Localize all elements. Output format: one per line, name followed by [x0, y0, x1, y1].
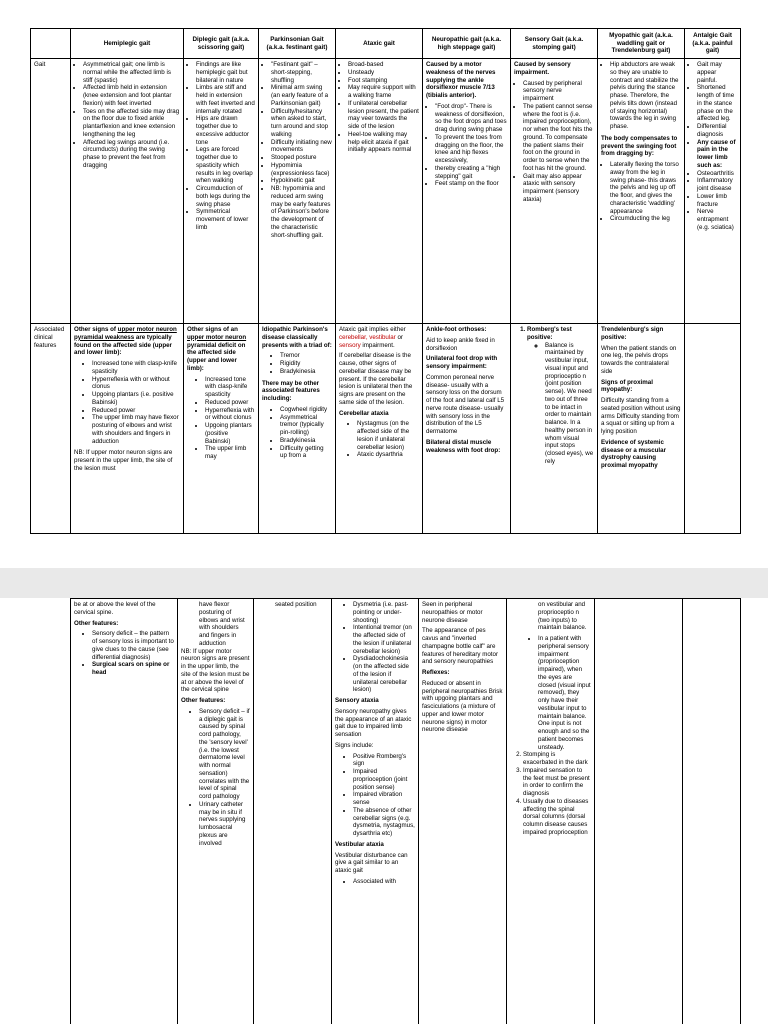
myo-assoc-heading-2: Signs of proximal myopathy:: [601, 378, 653, 394]
neuro-assoc-para-1: Aid to keep ankle fixed in dorsiflexion: [426, 336, 495, 352]
cell-dipl-assoc: [184, 324, 259, 534]
list-item: • Differential diagnosis: [697, 123, 737, 139]
list-item: • Urinary catheter may be in situ if nerves supplying lumbosacral plexus are involved: [199, 801, 250, 848]
list-item: • Broad-based: [348, 61, 419, 69]
list-item: • Asymmetrical tremor (typically pin-rolling): [280, 414, 332, 437]
list-item: • Hypokinetic gait: [271, 177, 332, 185]
dipl-cont-nb: NB: If upper motor neuron signs are present in the upper limb, the site of the lesion must be at or above the level of the cervical spine: [181, 647, 250, 694]
header-sensory: Sensory Gait (a.k.a. stomping gait): [511, 29, 598, 59]
list-item: • Upgoing plantars (positive Babinski): [205, 422, 255, 445]
list-item: • Reduced power: [92, 407, 180, 415]
list-item: 2. Stomping is exacerbated in the dark: [523, 751, 591, 767]
hemi-assoc-heading: Other signs of upper motor neuron pyramidal weakness are typically found on the affected side (upper and lower limb):: [74, 326, 177, 357]
list-item: • Difficulty getting up from a: [280, 445, 332, 461]
list-item: • Sensory deficit – if a diplegic gait is caused by spinal cord pathology, the 'sensory level' (i.e. the lowest dermatome level with normal sensation) correlates with the level of spinal cord pathology: [199, 708, 250, 801]
sens-title: Caused by sensory impairment.: [514, 61, 571, 76]
list-item: • Gait may also appear ataxic with sensory impairment (sensory ataxia): [523, 173, 594, 204]
hemi-cont-heading: Other features:: [74, 619, 119, 627]
cell-hemi-gait: [71, 59, 184, 324]
list-item: • NB: hypomimia and reduced arm swing may be early features of Parkinson's before the development of the characteristic short-shuffling gait.: [271, 185, 332, 239]
myo-assoc-heading-3: Evidence of systemic disease or a muscular dystrophy causing proximal myopathy: [601, 438, 667, 469]
gait-comparison-table-continued: [70, 598, 741, 1024]
park-cont-text: seated position: [275, 601, 317, 608]
header-antalgic: Antalgic Gait (a.k.a. painful gait): [685, 29, 741, 59]
assoc-row: [31, 324, 741, 534]
list-item: • Hip abductors are weak so they are unable to contract and stabilize the pelvis during the stance phase. Therefore, the pelvis tilts down (instead of staying horizontal) towards the leg in swing phase.: [610, 61, 681, 131]
header-row: [31, 29, 741, 59]
list-item: 3. Impaired sensation to the feet must be present in order to confirm the diagnosis: [523, 767, 591, 798]
atax-assoc-intro: Ataxic gait implies either cerebellar, vestibular or sensory impairment.: [339, 326, 406, 349]
cell-park-gait: [259, 59, 336, 324]
list-item: • Inflammatory joint disease: [697, 177, 737, 193]
neuro-cont-heading: Reflexes:: [422, 669, 450, 676]
list-item: • Impaired vibration sense: [353, 791, 415, 807]
neuro-assoc-para-2: Common peroneal nerve disease- usually with a sensory loss on the dorsum of the foot and lateral calf L5 nerve route disease- usually with sensory loss in the distribution of the L5 dermatome: [426, 373, 505, 435]
list-item: • Dysmetria (i.e. past-pointing or under-shooting): [353, 601, 415, 624]
list-item: • Circumduction of both legs during the swing phase: [196, 185, 255, 208]
list-item: • Symmetrical movement of lower limb: [196, 208, 255, 231]
list-item: • Upgoing plantars (i.e. positive Babinski): [92, 391, 180, 407]
list-item: • Circumducting the leg: [610, 215, 681, 223]
assoc-row-continued: [71, 599, 741, 1024]
list-item: • Dysdiadochokinesia (on the affected side of the lesion if unilateral cerebellar lesion): [353, 655, 415, 694]
cell-neuro-assoc-cont: [419, 599, 507, 1024]
park-assoc-heading: Idiopathic Parkinson's disease classically presents with a triad of:: [262, 326, 332, 349]
list-item: • Caused by peripheral sensory nerve impairment: [523, 80, 594, 103]
list-item: • Lower limb fracture: [697, 193, 737, 209]
atax-signs-label: Signs include:: [335, 741, 374, 749]
gait-row: [31, 59, 741, 324]
header-neuropathic: Neuropathic gait (a.k.a. high steppage gait): [423, 29, 511, 59]
gait-comparison-table: [30, 28, 741, 534]
neuro-cont-para-3: Reduced or absent in peripheral neuropathies Brisk with upgoing plantars and fasciculations (a mixture of upper and lower motor neurone signs) in motor neurone disease: [422, 679, 503, 734]
list-item: • Rigidity: [280, 360, 332, 368]
list-item: • If unilateral cerebellar lesion present, the patient may veer towards the side of the lesion: [348, 100, 419, 131]
cell-myo-assoc-cont: [595, 599, 683, 1024]
list-item: • Bradykinesia: [280, 437, 332, 445]
list-item: • Limbs are stiff and held in extension with feet inverted and internally rotated: [196, 84, 255, 115]
myo-title: The body compensates to prevent the swinging foot from dragging by:: [601, 134, 678, 158]
dipl-cont-heading: Other features:: [181, 697, 226, 704]
list-item: • In a patient with peripheral sensory impairment (proprioception impaired), when the eyes are closed (visual input removed), they only have their vestibular input to maintain balance. One input is not enough and so the patient becomes unsteady.: [538, 635, 591, 751]
myo-assoc-para-1: When the patient stands on one leg, the pelvis drops towards the contralateral side: [601, 344, 677, 375]
row-label-assoc: Associated clinical features: [31, 324, 71, 534]
list-item: • Difficulty/hesitancy when asked to start, turn around and stop walking: [271, 108, 332, 139]
cell-atax-assoc-cont: [332, 599, 419, 1024]
myo-assoc-heading-1: Trendelenburg's sign positive:: [601, 326, 664, 341]
cell-dipl-assoc-cont: [178, 599, 254, 1024]
list-item: have flexor posturing of elbows and wrist with shoulders and fingers in adduction: [199, 601, 245, 647]
list-item: • Affected limb held in extension (knee extension and foot plantar flexion) with feet inverted: [83, 84, 180, 107]
neuro-title: Caused by a motor weakness of the nerves supplying the ankle dorsiflexor muscle 7/13 (tibialis anterior).: [426, 61, 496, 99]
cell-hemi-assoc-cont: [71, 599, 178, 1024]
list-item: • To prevent the toes from dragging on the floor, the knee and hip flexes excessively,: [435, 134, 507, 165]
list-item: • Affected leg swings around (i.e. circumducts) during the swing phase to prevent the feet from dragging: [83, 139, 180, 170]
cell-antal-assoc-cont: [683, 599, 741, 1024]
list-item: • Cogwheel rigidity: [280, 406, 332, 414]
neuro-assoc-heading-3: Bilateral distal muscle weakness with foot drop:: [426, 438, 501, 454]
list-item: • Legs are forced together due to spasticity which results in leg overlap when walking: [196, 146, 255, 185]
list-item: • Intentional tremor (on the affected side of the lesion if unilateral cerebellar lesion): [353, 624, 415, 655]
list-item: • Sensory deficit – the pattern of sensory loss is important to give clues to the cause (see differential diagnosis): [92, 630, 174, 661]
list-item: • Asymmetrical gait; one limb is normal while the affected limb is stiff (spastic): [83, 61, 180, 84]
neuro-assoc-heading-2: Unilateral foot drop with sensory impairment:: [426, 355, 498, 370]
header-ataxic: Ataxic gait: [336, 29, 423, 59]
list-item: • "Foot drop"- There is weakness of dorsiflexion, so the foot drops and toes drag during swing phase: [435, 103, 507, 134]
list-item: • Minimal arm swing (an early feature of a Parkinsonian gait): [271, 84, 332, 107]
header-parkinsonian: Parkinsonian Gait (a.k.a. festinant gait): [259, 29, 336, 59]
atax-sensory-para: Sensory neuropathy gives the appearance of an ataxic gait due to impaired limb sensation: [335, 707, 412, 738]
list-item: • The absence of other cerebellar signs (e.g. dysmetria, nystagmus, dysarthria etc): [353, 807, 415, 838]
list-item: • Feet stamp on the floor: [435, 180, 507, 188]
neuro-cont-para-2: The appearance of pes cavus and "inverted champagne bottle calf" are features of hereditary motor and sensory neuropathies: [422, 627, 499, 666]
list-item: • Surgical scars on spine or head: [92, 661, 174, 677]
sens-cont-text: on vestibular and proprioceptio n (two inputs) to maintain balance.: [538, 601, 587, 632]
cell-sens-gait: [511, 59, 598, 324]
list-item: • The upper limb may have flexor posturing of elbows and wrist with shoulders and fingers in adduction: [92, 414, 180, 445]
list-item: • Nerve entrapment (e.g. sciatica): [697, 208, 737, 231]
list-item: • Hypomimia (expressionless face): [271, 162, 332, 178]
list-item: • Nystagmus (on the affected side of the lesion if unilateral cerebellar lesion): [357, 420, 419, 451]
cell-sens-assoc: [511, 324, 598, 534]
header-hemiplegic: Hemiplegic gait: [71, 29, 184, 59]
cell-antal-assoc: [685, 324, 741, 534]
list-item: • Unsteady: [348, 69, 419, 77]
list-item: • Increased tone with clasp-knife spasticity: [205, 376, 255, 399]
list-item: • Any cause of pain in the lower limb such as:: [697, 139, 737, 170]
list-item: • Shortened length of time in the stance phase on the affected leg.: [697, 84, 737, 123]
list-item: • Impaired proprioception (joint position sense): [353, 768, 415, 791]
atax-sensory-heading: Sensory ataxia: [335, 697, 379, 704]
list-item: • Bradykinesia: [280, 368, 332, 376]
list-item: • Reduced power: [205, 399, 255, 407]
list-item: • Stooped posture: [271, 154, 332, 162]
myo-assoc-para-2: Difficulty standing from a seated position without using arms Difficulty standing from a squat or sitting up from a lying position: [601, 397, 681, 435]
list-item: • Laterally flexing the torso away from the leg in swing phase- this draws the pelvis and leg up off the floor, and gives the characteristic 'waddling' appearance: [610, 161, 681, 215]
hemi-cont-para: be at or above the level of the cervical spine.: [74, 601, 156, 616]
list-item: • Hyperreflexia with or without clonus: [92, 376, 180, 392]
header-myopathic: Myopathic gait (a.k.a. waddling gait or Trendelenburg gait): [598, 29, 685, 59]
cell-atax-gait: [336, 59, 423, 324]
row-label-gait: Gait: [31, 59, 71, 324]
cell-neuro-gait: [423, 59, 511, 324]
header-diplegic: Diplegic gait (a.k.a. scissoring gait): [184, 29, 259, 59]
list-item: • Difficulty initiating new movements: [271, 139, 332, 155]
cell-myo-assoc: [598, 324, 685, 534]
dipl-assoc-heading: Other signs of an upper motor neuron pyramidal deficit on the affected side (upper and lower limb):: [187, 326, 247, 372]
header-blank: [31, 29, 71, 59]
list-item: • Foot stamping: [348, 77, 419, 85]
list-item: • Associated with: [353, 878, 415, 886]
list-item: • The upper limb may: [205, 445, 255, 461]
atax-assoc-heading: Cerebellar ataxia: [339, 409, 389, 417]
park-assoc-heading-2: There may be other associated features including:: [262, 379, 320, 402]
atax-assoc-para: If cerebellar disease is the cause, other signs of cerebellar disease may be present. If the cerebellar lesion is unilateral then the signs are present on the same side of the lesion.: [339, 352, 413, 406]
cell-park-assoc-cont: [254, 599, 332, 1024]
list-item: • thereby creating a "high stepping" gait: [435, 165, 507, 181]
cell-atax-assoc: [336, 324, 423, 534]
list-item: • Hyperreflexia with or without clonus: [205, 407, 255, 423]
list-item: • Heel-toe walking may help elicit ataxia if gait initially appears normal: [348, 131, 419, 154]
list-item: • The patient cannot sense where the foot is (i.e. impaired proprioception), nor when the foot hits the ground. To compensate the patient slams their foot on the ground in order to sense when the foot has hit the ground.: [523, 103, 594, 173]
list-item: • Increased tone with clasp-knife spasticity: [92, 360, 180, 376]
cell-antal-gait: [685, 59, 741, 324]
list-item: • Findings are like hemiplegic gait but bilateral in nature: [196, 61, 255, 84]
hemi-nb: NB: If upper motor neuron signs are present in the upper limb, the site of the lesion must: [74, 449, 173, 472]
cell-park-assoc: [259, 324, 336, 534]
list-item: • Tremor: [280, 352, 332, 360]
neuro-cont-para-1: Seen in peripheral neuropathies or motor neurone disease: [422, 601, 483, 624]
atax-vestibular-heading: Vestibular ataxia: [335, 840, 384, 848]
list-item: 4. Usually due to diseases affecting the spinal dorsal columns (dorsal column disease causes impaired proprioception: [523, 798, 591, 837]
cell-sens-assoc-cont: [507, 599, 595, 1024]
list-item: • Osteoarthritis: [697, 170, 737, 178]
cell-hemi-assoc: [71, 324, 184, 534]
list-item: • Ataxic dysarthria: [357, 451, 419, 459]
cell-myo-gait: [598, 59, 685, 324]
list-item: • Toes on the affected side may drag on the floor due to fixed ankle plantarflexion and knee extension lengthening the leg: [83, 108, 180, 139]
list-item: • "Festinant gait" – short-stepping, shuffling: [271, 61, 332, 84]
list-item: • May require support with a walking frame: [348, 84, 419, 100]
atax-vestibular-para: Vestibular disturbance can give a gait similar to an ataxic gait: [335, 851, 408, 874]
cell-neuro-assoc: [423, 324, 511, 534]
list-item: • Gait may appear painful.: [697, 61, 737, 84]
list-item: • Hips are drawn together due to excessive adductor tone: [196, 115, 255, 146]
neuro-assoc-heading-1: Ankle-foot orthoses:: [426, 326, 487, 333]
cell-dipl-gait: [184, 59, 259, 324]
list-item: • Positive Romberg's sign: [353, 753, 415, 769]
list-item: 1. Romberg's test positive: ◦ Balance is maintained by vestibular input, visual input and proprioceptio n (joint position sense). We need two out of three to be intact in order to maintain balance. In a healthy person in whom visual input stops (closed eyes), we rely: [527, 326, 594, 466]
document-page-2: [0, 598, 768, 1024]
list-item: ◦ Balance is maintained by vestibular input, visual input and proprioceptio n (joint position sense). We need two out of three to be intact in order to maintain balance. In a healthy person in whom visual input stops (closed eyes), we rely: [545, 342, 594, 466]
